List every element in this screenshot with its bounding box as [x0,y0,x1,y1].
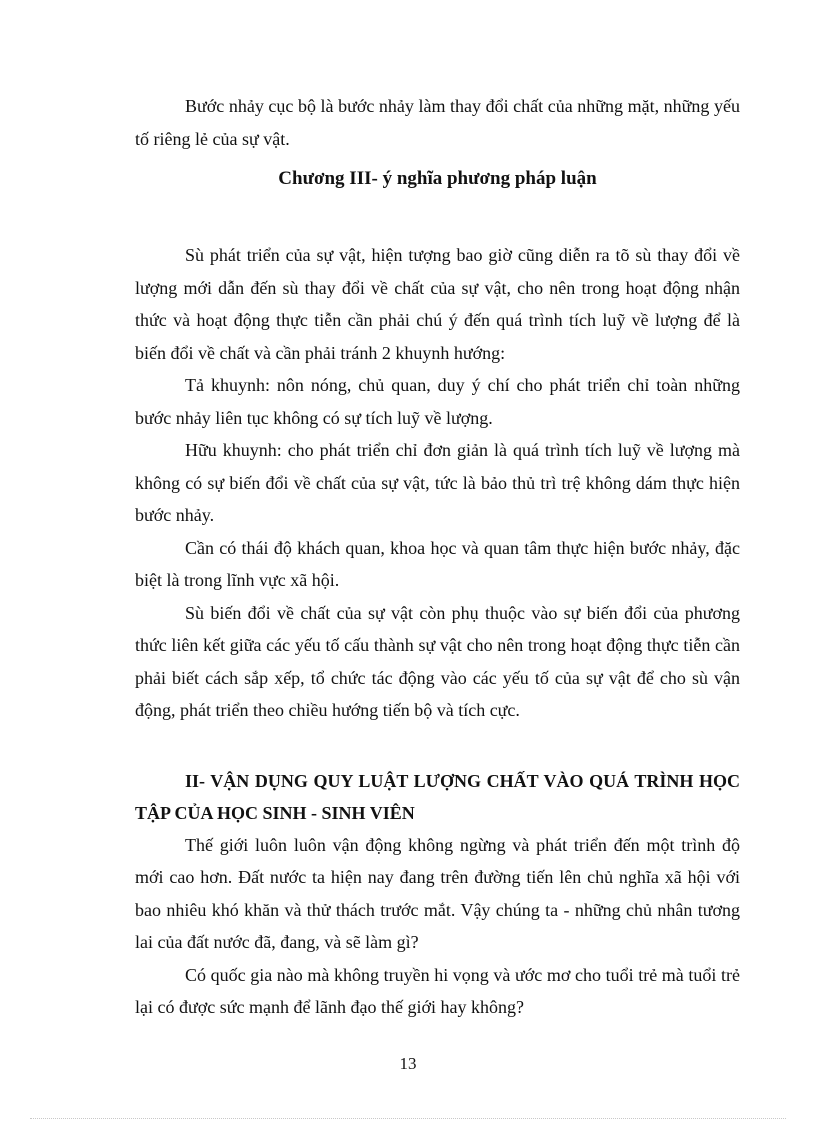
paragraph-local-leap: Bước nhảy cục bộ là bước nhảy làm thay đổi chất của những mặt, những yếu tố riêng lẻ của sự vật. [135,96,740,149]
page-number: 13 [399,1054,417,1073]
paragraph-youth-hope: Có quốc gia nào mà không truyền hi vọng và ước mơ cho tuổi trẻ mà tuổi trẻ lại có được sức mạnh để lãnh đạo thế giới hay không? [135,964,740,1017]
paragraph-change-of-quality: Sù biến đổi về chất của sự vật còn phụ thuộc vào sự biến đổi của phương thức liên kết giữa các yếu tố cấu thành sự vật cho nên trong hoạt động thực tiễn cần phải biết cách sắp xếp, tổ chức tác động vào các yếu tố của sự vật để cho sù vận động, phát triển theo chiều hướng tiến bộ và tích cực. [135,602,740,720]
page-content [135,90,740,1024]
bottom-divider [30,1118,786,1119]
paragraph-left-tendency: Tả khuynh: nôn nóng, chủ quan, duy ý chí cho phát triển chỉ toàn những bước nhảy liên tục không có sự tích luỹ về lượng. [135,375,740,428]
paragraph-right-tendency: Hữu khuynh: cho phát triển chỉ đơn giản là quá trình tích luỹ về lượng mà không có sự biến đổi về chất của sự vật, tức là bảo thủ trì trệ không dám thực hiện bước nhảy. [135,440,740,525]
paragraph-development: Sù phát triển của sự vật, hiện tượng bao giờ cũng diễn ra tõ sù thay đổi về lượng mới dẫn đến sù thay đổi về chất của sự vật, cho nên trong hoạt động nhận thức và hoạt động thực tiễn cần phải chú ý đến quá trình tích luỹ về lượng để là biến đổi về chất và cần phải tránh 2 khuynh hướng: [135,245,740,363]
paragraph-objective-attitude: Cần có thái độ khách quan, khoa học và quan tâm thực hiện bước nhảy, đặc biệt là trong lĩnh vực xã hội. [135,537,740,590]
section-title: II- VẬN DỤNG QUY LUẬT LƯỢNG CHẤT VÀO QUÁ TRÌNH HỌC TẬP CỦA HỌC SINH - SINH VIÊN [135,770,740,823]
chapter-title: Chương III- ý nghĩa phương pháp luận [278,168,597,189]
paragraph-world-motion: Thế giới luôn luôn vận động không ngừng và phát triển đến một trình độ mới cao hơn. Đất nước ta hiện nay đang trên đường tiến lên chủ nghĩa xã hội với bao nhiêu khó khăn và thử thách trước mắt. Vậy chúng ta - những chủ nhân tương lai của đất nước đã, đang, và sẽ làm gì? [135,834,740,952]
